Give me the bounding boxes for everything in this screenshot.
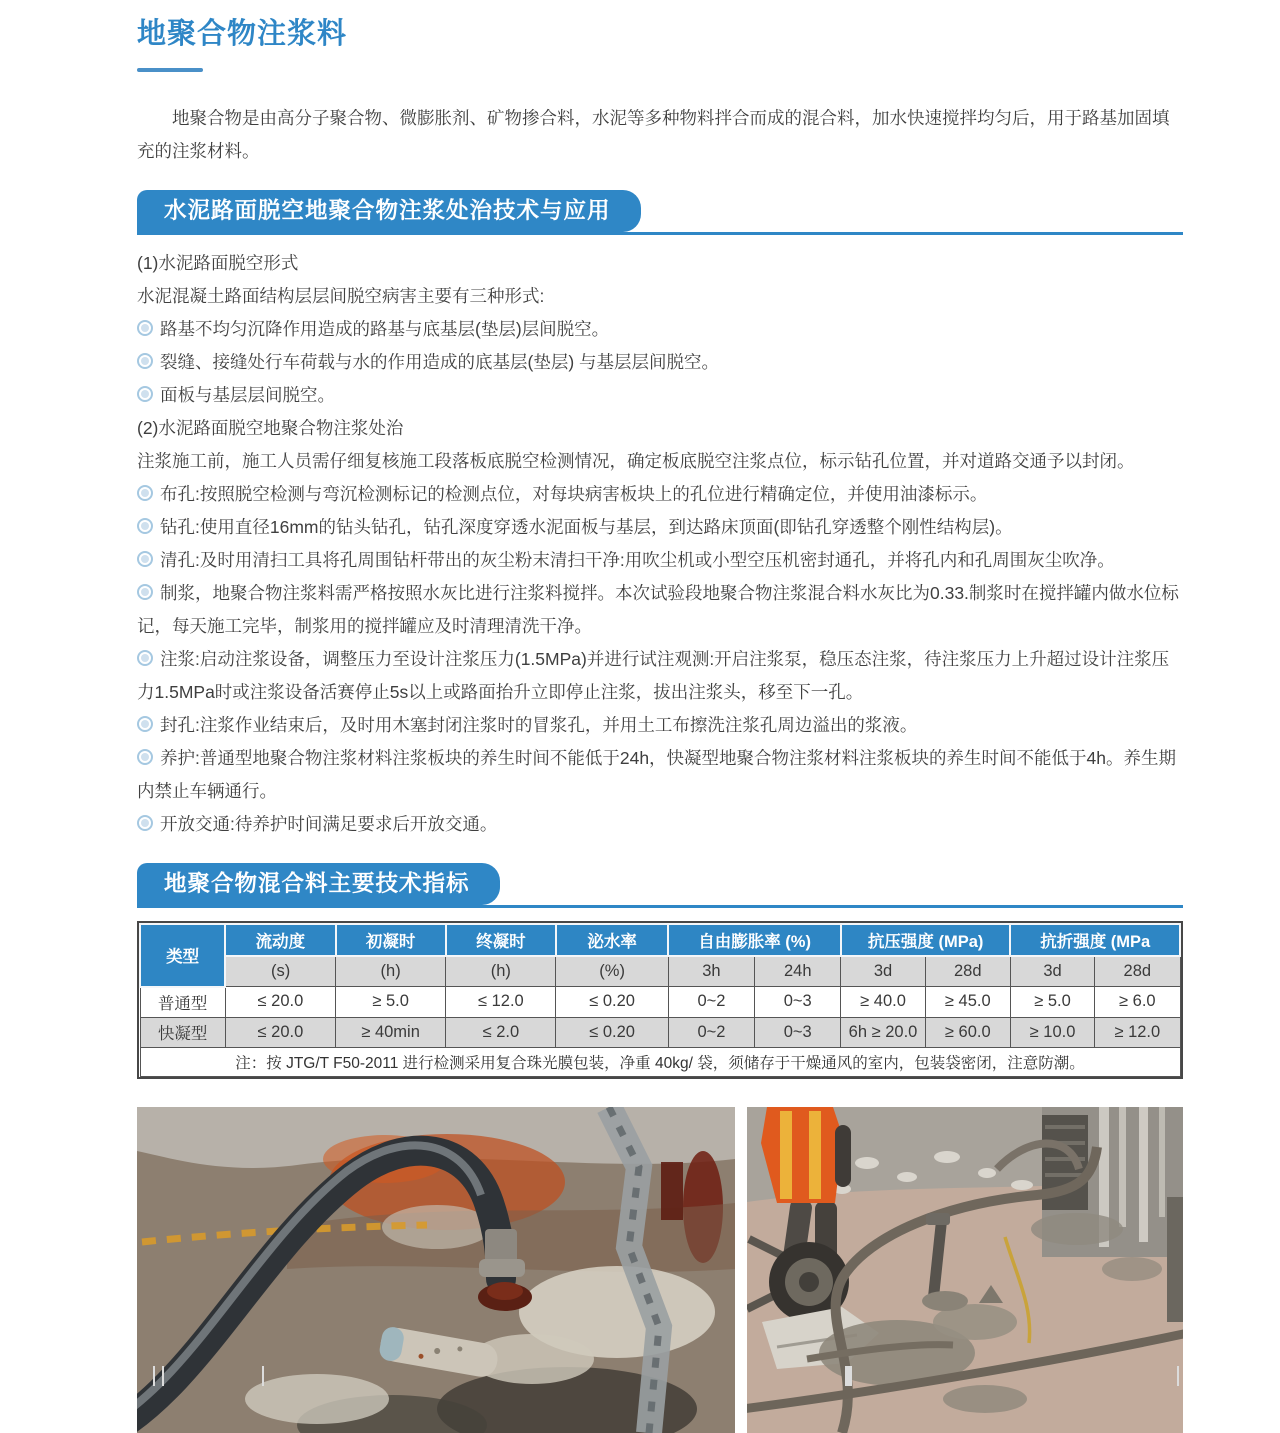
double-circle-bullet-icon xyxy=(137,485,153,501)
paragraph-text: 制浆，地聚合物注浆料需严格按照水灰比进行注浆料搅拌。本次试验段地聚合物注浆混合料水灰比为0.33.制浆时在搅拌罐内做水位标记，每天施工完毕，制浆用的搅拌罐应及时清理清洗干净。 xyxy=(137,583,1179,636)
document-page xyxy=(137,14,1183,1433)
double-circle-bullet-icon xyxy=(137,716,153,732)
paragraph-text: 钻孔:使用直径16mm的钻头钻孔，钻孔深度穿透水泥面板与基层，到达路床顶面(即钻孔穿透整个刚性结构层)。 xyxy=(160,517,1013,537)
bottom-sliver xyxy=(262,1366,264,1386)
table-unit-header: (%) xyxy=(556,956,668,987)
spec-table-wrap xyxy=(137,921,1183,1079)
table-group-header: 泌水率 xyxy=(556,924,668,956)
table-value-cell: ≤ 0.20 xyxy=(556,987,668,1018)
spec-table-header xyxy=(140,924,1180,987)
table-group-header: 自由膨胀率 (%) xyxy=(668,924,841,956)
table-group-header: 流动度 xyxy=(225,924,335,956)
table-group-header: 终凝时 xyxy=(446,924,556,956)
page-bottom-edge xyxy=(0,1366,1280,1386)
table-group-header: 抗压强度 (MPa) xyxy=(841,924,1011,956)
row-type-cell: 快凝型 xyxy=(140,1017,225,1047)
intro-paragraph: 地聚合物是由高分子聚合物、微膨胀剂、矿物掺合料，水泥等多种物料拌合而成的混合料，加水快速搅拌均匀后，用于路基加固填充的注浆材料。 xyxy=(137,108,1170,161)
bullet-paragraph xyxy=(137,544,1183,577)
table-corner-header: 类型 xyxy=(140,924,225,987)
section2-banner-label: 地聚合物混合料主要技术指标 xyxy=(137,863,500,905)
table-unit-header: 28d xyxy=(1095,956,1180,987)
bottom-sliver xyxy=(1177,1366,1179,1386)
table-value-cell: ≥ 60.0 xyxy=(925,1017,1010,1047)
table-value-cell: ≥ 6.0 xyxy=(1095,987,1180,1018)
table-value-cell: 0~3 xyxy=(755,1017,841,1047)
bullet-paragraph xyxy=(137,742,1183,808)
paragraph-text: 布孔:按照脱空检测与弯沉检测标记的检测点位，对每块病害板块上的孔位进行精确定位，并使用油漆标示。 xyxy=(160,484,988,504)
table-value-cell: ≥ 45.0 xyxy=(925,987,1010,1018)
double-circle-bullet-icon xyxy=(137,650,153,666)
table-group-header: 抗折强度 (MPa xyxy=(1010,924,1180,956)
spec-table xyxy=(139,923,1181,1077)
bullet-paragraph xyxy=(137,511,1183,544)
double-circle-bullet-icon xyxy=(137,320,153,336)
table-unit-header: (h) xyxy=(336,956,446,987)
paragraph-text: 封孔:注浆作业结束后，及时用木塞封闭注浆时的冒浆孔，并用土工布擦洗注浆孔周边溢出的浆液。 xyxy=(160,715,918,735)
paragraph-text: 面板与基层层间脱空。 xyxy=(160,385,335,405)
section1-banner xyxy=(137,190,1183,235)
table-note: 注：按 JTG/T F50-2011 进行检测采用复合珠光膜包装，净重 40kg/ 袋，须储存于干燥通风的室内，包装袋密闭，注意防潮。 xyxy=(140,1047,1180,1076)
bullet-paragraph xyxy=(137,577,1183,643)
double-circle-bullet-icon xyxy=(137,551,153,567)
row-type-cell: 普通型 xyxy=(140,987,225,1018)
table-value-cell: ≤ 2.0 xyxy=(446,1017,556,1047)
body-paragraph xyxy=(137,412,1183,445)
paragraph-text: (1)水泥路面脱空形式 xyxy=(137,253,299,273)
page-title: 地聚合物注浆料 xyxy=(137,18,348,50)
paragraph-text: (2)水泥路面脱空地聚合物注浆处治 xyxy=(137,418,404,438)
body-paragraph xyxy=(137,445,1183,478)
title-underline-dash xyxy=(137,68,203,72)
section1-paragraphs xyxy=(137,247,1183,841)
table-unit-header: 3h xyxy=(668,956,754,987)
table-value-cell: ≤ 20.0 xyxy=(225,987,335,1018)
paragraph-text: 注浆:启动注浆设备，调整压力至设计注浆压力(1.5MPa)并进行试注观测:开启注浆泵，稳压态注浆，待注浆压力上升超过设计注浆压力1.5MPa时或注浆设备活赛停止5s以上或路面抬升立即停止注浆，拔出注浆头，移至下一孔。 xyxy=(137,649,1170,702)
paragraph-text: 开放交通:待养护时间满足要求后开放交通。 xyxy=(160,814,498,834)
bullet-paragraph xyxy=(137,643,1183,709)
double-circle-bullet-icon xyxy=(137,815,153,831)
table-unit-header: 3d xyxy=(1010,956,1094,987)
body-paragraph xyxy=(137,247,1183,280)
bottom-sliver xyxy=(162,1366,164,1386)
table-unit-header: (s) xyxy=(225,956,335,987)
bottom-sliver xyxy=(845,1366,852,1386)
double-circle-bullet-icon xyxy=(137,353,153,369)
paragraph-text: 裂缝、接缝处行车荷载与水的作用造成的底基层(垫层) 与基层层间脱空。 xyxy=(160,352,720,372)
table-value-cell: 0~2 xyxy=(668,987,754,1018)
double-circle-bullet-icon xyxy=(137,518,153,534)
bullet-paragraph xyxy=(137,379,1183,412)
paragraph-text: 注浆施工前，施工人员需仔细复核施工段落板底脱空检测情况，确定板底脱空注浆点位，标示钻孔位置，并对道路交通予以封闭。 xyxy=(137,451,1135,471)
paragraph-text: 清孔:及时用清扫工具将孔周围钻杆带出的灰尘粉末清扫干净:用吹尘机或小型空压机密封通孔，并将孔内和孔周围灰尘吹净。 xyxy=(160,550,1115,570)
paragraph-text: 水泥混凝土路面结构层层间脱空病害主要有三种形式: xyxy=(137,286,545,306)
bottom-sliver xyxy=(153,1366,155,1386)
bullet-paragraph xyxy=(137,346,1183,379)
double-circle-bullet-icon xyxy=(137,749,153,765)
body-paragraph xyxy=(137,280,1183,313)
bullet-paragraph xyxy=(137,808,1183,841)
paragraph-text: 养护:普通型地聚合物注浆材料注浆板块的养生时间不能低于24h，快凝型地聚合物注浆材料注浆板块的养生时间不能低于4h。养生期内禁止车辆通行。 xyxy=(137,748,1177,801)
table-value-cell: ≥ 40.0 xyxy=(841,987,925,1018)
double-circle-bullet-icon xyxy=(137,386,153,402)
paragraph-text: 路基不均匀沉降作用造成的路基与底基层(垫层)层间脱空。 xyxy=(160,319,610,339)
table-value-cell: ≥ 5.0 xyxy=(1010,987,1094,1018)
table-value-cell: ≤ 12.0 xyxy=(446,987,556,1018)
spec-table-body xyxy=(140,987,1180,1077)
table-group-header: 初凝时 xyxy=(336,924,446,956)
table-value-cell: ≥ 40min xyxy=(336,1017,446,1047)
table-row xyxy=(140,987,1180,1018)
table-value-cell: 0~2 xyxy=(668,1017,754,1047)
table-unit-header: 3d xyxy=(841,956,925,987)
table-value-cell: ≥ 5.0 xyxy=(336,987,446,1018)
bullet-paragraph xyxy=(137,313,1183,346)
table-value-cell: 0~3 xyxy=(755,987,841,1018)
table-value-cell: 6h ≥ 20.0 xyxy=(841,1017,925,1047)
table-value-cell: ≥ 10.0 xyxy=(1010,1017,1094,1047)
table-unit-header: 28d xyxy=(925,956,1010,987)
table-value-cell: ≤ 0.20 xyxy=(556,1017,668,1047)
table-value-cell: ≥ 12.0 xyxy=(1095,1017,1180,1047)
table-unit-header: 24h xyxy=(755,956,841,987)
table-row xyxy=(140,1017,1180,1047)
section2-banner xyxy=(137,863,1183,908)
section1-banner-label: 水泥路面脱空地聚合物注浆处治技术与应用 xyxy=(137,190,641,232)
double-circle-bullet-icon xyxy=(137,584,153,600)
table-unit-header: (h) xyxy=(446,956,556,987)
table-value-cell: ≤ 20.0 xyxy=(225,1017,335,1047)
bullet-paragraph xyxy=(137,709,1183,742)
bullet-paragraph xyxy=(137,478,1183,511)
